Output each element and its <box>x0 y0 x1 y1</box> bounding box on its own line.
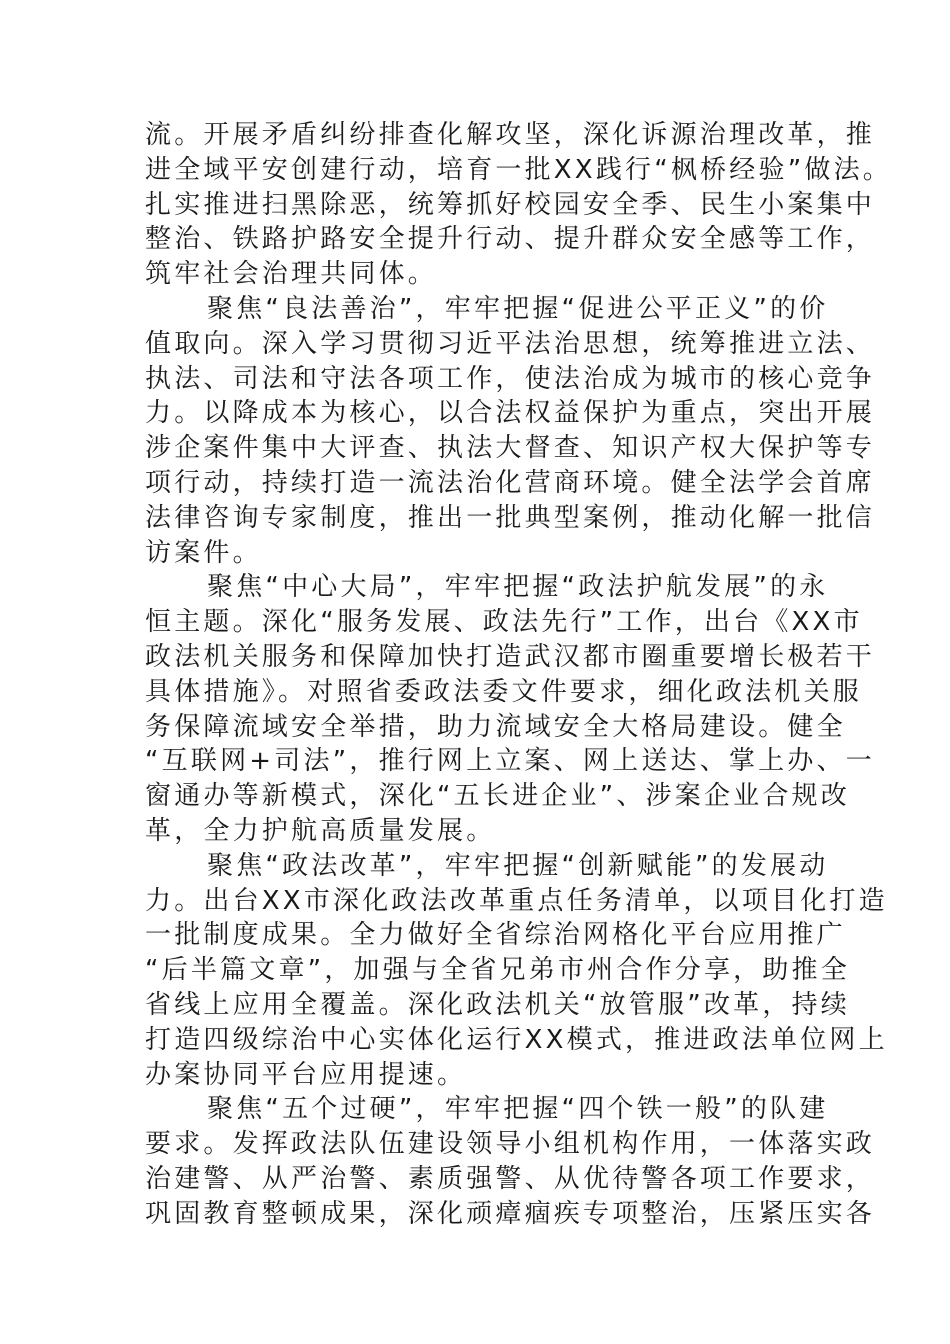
text-line: 流。开展矛盾纠纷排查化解攻坚，深化诉源治理改革，推 <box>145 120 876 150</box>
text-line: 聚焦“五个过硬”，牢牢把握“四个铁一般”的队建 <box>207 1094 829 1125</box>
text-line: 筑牢社会治理共同体。 <box>145 259 438 290</box>
text-line: 涉企案件集中大评查、执法大督查、知识产权大保护等专 <box>145 433 876 464</box>
text-line: 整治、铁路护路安全提升行动、提升群众安全感等工作， <box>145 224 876 255</box>
text-line: 聚焦“中心大局”，牢牢把握“政法护航发展”的永 <box>207 572 829 603</box>
text-line: 值取向。深入学习贯彻习近平法治思想，统筹推进立法、 <box>145 328 876 359</box>
paragraph-social-governance <box>145 118 892 292</box>
text-line: 革，全力护航高质量发展。 <box>145 815 496 846</box>
text-line: 巩固教育整顿成果，深化顽瘴痼疾专项整治，压紧压实各 <box>145 1198 876 1229</box>
paragraph-team-building <box>145 1092 876 1231</box>
text-line: 执法、司法和守法各项工作，使法治成为城市的核心竞争 <box>145 363 876 394</box>
text-line: 访案件。 <box>145 537 262 568</box>
text-line: 法律咨询专家制度，推出一批典型案例，推动化解一批信 <box>145 502 876 533</box>
text-line: 扎实推进扫黑除恶，统筹抓好校园安全季、民生小案集中 <box>145 189 876 220</box>
text-line: “互联网+司法”，推行网上立案、网上送达、掌上办、一 <box>145 746 875 777</box>
paragraph-central-overall <box>145 570 876 848</box>
document-body <box>145 118 892 1232</box>
text-line: 打造四级综治中心实体化运行XX模式，推进政法单位网上 <box>145 1024 888 1055</box>
text-line: 进全域平安创建行动，培育一批XX践行“枫桥经验”做法。 <box>145 154 892 185</box>
text-line: 政法机关服务和保障加快打造武汉都市圈重要增长极若干 <box>145 641 876 672</box>
text-line: 省线上应用全覆盖。深化政法机关“放管服”改革，持续 <box>145 989 850 1020</box>
text-line: 力。以降成本为核心，以合法权益保护为重点，突出开展 <box>145 398 876 429</box>
text-line: 治建警、从严治警、素质强警、从优待警各项工作要求， <box>145 1163 876 1194</box>
paragraph-rule-of-law <box>145 292 876 570</box>
text-line: 力。出台XX市深化政法改革重点任务清单，以项目化打造 <box>145 885 888 916</box>
text-line: 窗通办等新模式，深化“五长进企业”、涉案企业合规改 <box>145 781 850 812</box>
text-line: 聚焦“良法善治”，牢牢把握“促进公平正义”的价 <box>207 293 829 324</box>
text-line: 具体措施》。对照省委政法委文件要求，细化政法机关服 <box>145 676 863 707</box>
text-line: 一批制度成果。全力做好全省综治网格化平台应用推广 <box>145 920 846 951</box>
text-line: “后半篇文章”，加强与全省兄弟市州合作分享，助推全 <box>145 955 850 986</box>
paragraph-legal-reform <box>145 849 888 1093</box>
text-line: 聚焦“政法改革”，牢牢把握“创新赋能”的发展动 <box>207 850 829 881</box>
text-line: 要求。发挥政法队伍建设领导小组机构作用，一体落实政 <box>145 1129 876 1160</box>
text-line: 办案协同平台应用提速。 <box>145 1059 467 1090</box>
text-line: 务保障流域安全举措，助力流域安全大格局建设。健全 <box>145 711 846 742</box>
text-line: 项行动，持续打造一流法治化营商环境。健全法学会首席 <box>145 467 876 498</box>
text-line: 恒主题。深化“服务发展、政法先行”工作，出台《XX市 <box>145 607 863 638</box>
